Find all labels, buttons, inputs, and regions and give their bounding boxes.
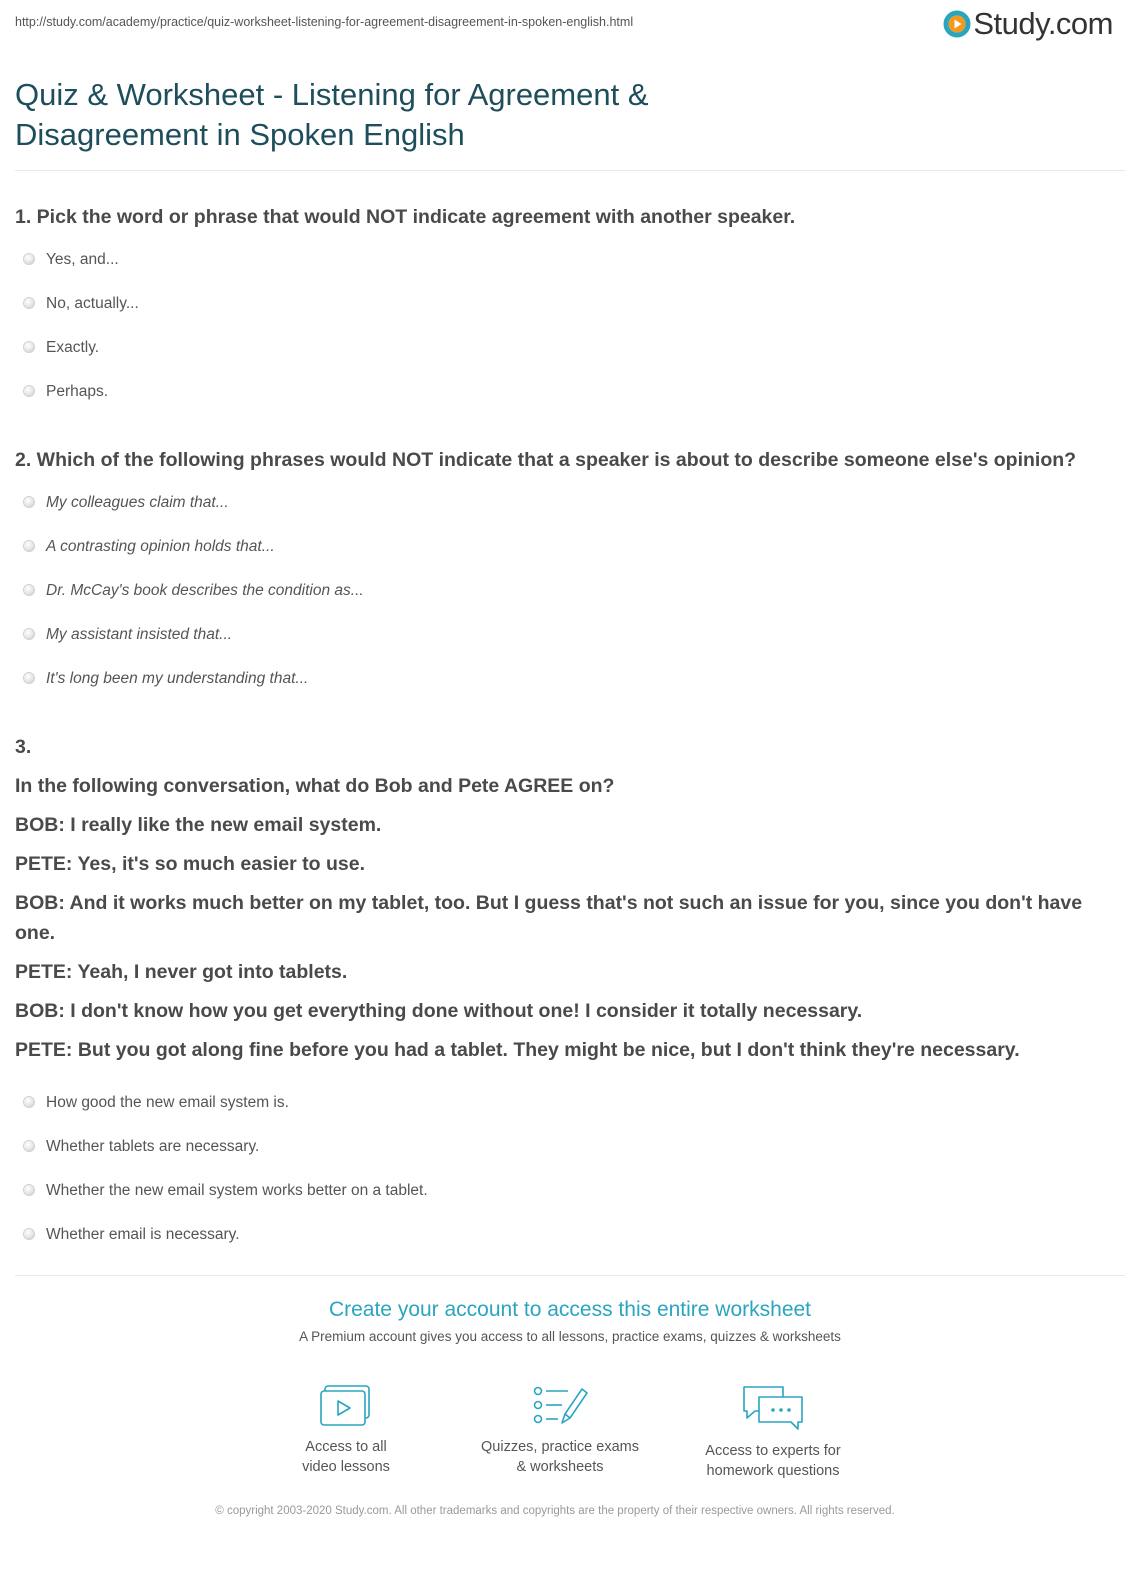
feature-label-line: homework questions bbox=[706, 1463, 840, 1479]
option-label: How good the new email system is. bbox=[46, 1094, 289, 1111]
feature-label-line: & worksheets bbox=[516, 1459, 604, 1475]
feature-label bbox=[460, 1437, 660, 1477]
conversation-line: PETE: Yeah, I never got into tablets. bbox=[15, 961, 348, 983]
quiz-checklist-icon bbox=[532, 1385, 588, 1427]
video-lesson-icon bbox=[320, 1385, 372, 1427]
radio-icon[interactable] bbox=[24, 585, 34, 595]
page-title: Quiz & Worksheet - Listening for Agreement & Disagreement in Spoken English bbox=[15, 77, 649, 152]
cta-divider bbox=[15, 1275, 1125, 1276]
option-label: Yes, and... bbox=[46, 251, 119, 268]
answer-option[interactable] bbox=[15, 282, 1125, 326]
conversation-line: BOB: I really like the new email system. bbox=[15, 814, 382, 836]
feature-label bbox=[246, 1437, 446, 1477]
option-label: Exactly. bbox=[46, 339, 100, 356]
study-logo[interactable] bbox=[943, 6, 1113, 42]
question-2 bbox=[15, 445, 1125, 701]
option-label: Whether email is necessary. bbox=[46, 1226, 240, 1243]
conversation-line: PETE: Yes, it's so much easier to use. bbox=[15, 853, 366, 875]
answer-options bbox=[15, 238, 1125, 414]
answer-option[interactable] bbox=[15, 238, 1125, 282]
radio-icon[interactable] bbox=[24, 1141, 34, 1151]
answer-options bbox=[15, 1081, 1125, 1257]
answer-option[interactable] bbox=[15, 326, 1125, 370]
feature-label-line: video lessons bbox=[302, 1459, 390, 1475]
question-text: 1. Pick the word or phrase that would NOT indicate agreement with another speaker. bbox=[15, 206, 796, 228]
feature-label-line: Access to all bbox=[305, 1439, 387, 1455]
radio-icon[interactable] bbox=[24, 1185, 34, 1195]
logo-text: Study.com bbox=[973, 6, 1113, 41]
radio-icon[interactable] bbox=[24, 298, 34, 308]
feature-experts bbox=[673, 1385, 873, 1481]
answer-option[interactable] bbox=[15, 370, 1125, 414]
answer-option[interactable] bbox=[15, 569, 1125, 613]
play-circle-icon bbox=[943, 10, 971, 38]
copyright-notice: © copyright 2003-2020 Study.com. All other trademarks and copyrights are the property of their respective owners. All rights reserved. bbox=[215, 1505, 895, 1517]
answer-options bbox=[15, 481, 1125, 701]
question-1 bbox=[15, 202, 1125, 414]
cta-subtitle: A Premium account gives you access to all lessons, practice exams, quizzes & worksheets bbox=[299, 1329, 841, 1344]
answer-option[interactable] bbox=[15, 481, 1125, 525]
option-label: Whether the new email system works better on a tablet. bbox=[46, 1182, 428, 1199]
option-label: Dr. McCay's book describes the condition as... bbox=[46, 582, 364, 599]
feature-list bbox=[15, 1385, 1125, 1495]
chat-bubbles-icon bbox=[741, 1385, 805, 1431]
feature-quizzes bbox=[460, 1385, 660, 1477]
radio-icon[interactable] bbox=[24, 342, 34, 352]
option-label: It's long been my understanding that... bbox=[46, 670, 309, 687]
option-label: Whether tablets are necessary. bbox=[46, 1138, 260, 1155]
radio-icon[interactable] bbox=[24, 629, 34, 639]
option-label: My colleagues claim that... bbox=[46, 494, 229, 511]
radio-icon[interactable] bbox=[24, 673, 34, 683]
radio-icon[interactable] bbox=[24, 497, 34, 507]
radio-icon[interactable] bbox=[24, 1097, 34, 1107]
question-3 bbox=[15, 732, 1125, 1257]
conversation-line: BOB: I don't know how you get everything done without one! I consider it totally necessary. bbox=[15, 1000, 863, 1022]
question-text: In the following conversation, what do Bob and Pete AGREE on? bbox=[15, 775, 615, 797]
question-text: 2. Which of the following phrases would NOT indicate that a speaker is about to describe someone else's opinion? bbox=[15, 449, 1077, 471]
page-url: http://study.com/academy/practice/quiz-worksheet-listening-for-agreement-disagreement-in-spoken-english.html bbox=[15, 15, 634, 29]
option-label: Perhaps. bbox=[46, 383, 109, 400]
answer-option[interactable] bbox=[15, 525, 1125, 569]
cta-title[interactable]: Create your account to access this entire worksheet bbox=[328, 1298, 812, 1321]
radio-icon[interactable] bbox=[24, 254, 34, 264]
answer-option[interactable] bbox=[15, 1213, 1125, 1257]
option-label: A contrasting opinion holds that... bbox=[46, 538, 275, 555]
option-label: No, actually... bbox=[46, 295, 139, 312]
premium-cta bbox=[15, 1295, 1125, 1495]
answer-option[interactable] bbox=[15, 1169, 1125, 1213]
feature-label-line: Quizzes, practice exams bbox=[481, 1439, 639, 1455]
answer-option[interactable] bbox=[15, 613, 1125, 657]
header bbox=[15, 0, 1125, 75]
feature-label bbox=[673, 1441, 873, 1481]
worksheet-page bbox=[15, 0, 1125, 1495]
feature-label-line: Access to experts for bbox=[705, 1443, 841, 1459]
answer-option[interactable] bbox=[15, 1081, 1125, 1125]
answer-option[interactable] bbox=[15, 1125, 1125, 1169]
answer-option[interactable] bbox=[15, 657, 1125, 701]
option-label: My assistant insisted that... bbox=[46, 626, 233, 643]
radio-icon[interactable] bbox=[24, 386, 34, 396]
title-divider bbox=[15, 170, 1125, 171]
conversation-line: BOB: And it works much better on my tablet, too. But I guess that's not such an issue for you, since you don't have one. bbox=[15, 892, 1083, 944]
radio-icon[interactable] bbox=[24, 541, 34, 551]
question-number: 3. bbox=[15, 736, 32, 758]
radio-icon[interactable] bbox=[24, 1229, 34, 1239]
conversation-line: PETE: But you got along fine before you had a tablet. They might be nice, but I don't think they're necessary. bbox=[15, 1039, 1020, 1061]
feature-video-lessons bbox=[246, 1385, 446, 1477]
